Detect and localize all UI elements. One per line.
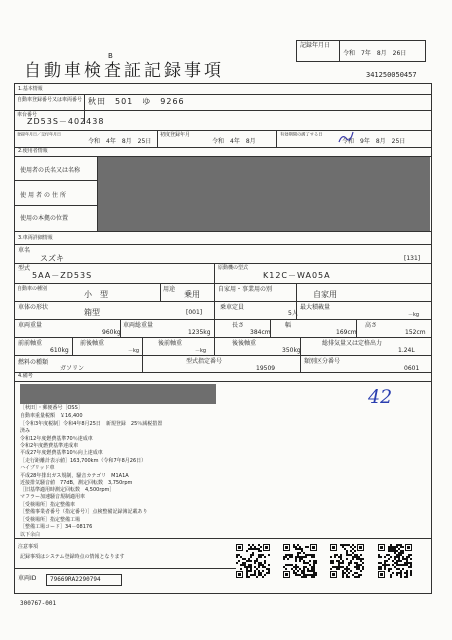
engine-value: K12C－WA05A [263, 271, 331, 280]
fuel-value: ガソリン [60, 365, 85, 372]
remarks-line: ハイブリッド車 [20, 465, 55, 471]
qr-code [283, 544, 317, 578]
form-number: 300767-001 [20, 600, 57, 607]
remarks-line: ［整備事業者番号（指定番号）］点検整備記録簿記載あり [20, 509, 148, 515]
first-year-value: 令和 4年 8月 [212, 138, 256, 145]
weight-value: 960kg [102, 329, 121, 336]
qr-code [330, 544, 364, 578]
user-base-label: 使用の本拠の位置 [20, 215, 69, 222]
capacity-label: 乗車定員 [220, 304, 245, 311]
remarks-line: ［走行距離計表示値］163,700km（令和7年8月26日） [20, 458, 147, 464]
qr-code [378, 544, 412, 578]
expiry-label: 有効期間の満了する日 [280, 132, 323, 138]
gross-weight-label: 車両総重量 [123, 322, 154, 329]
kind-value: 小 型 [84, 290, 108, 299]
first-reg-label: 登録年月日／交付年月日 [17, 132, 62, 137]
vin-label: 車台番号 [17, 112, 38, 118]
basic-section-label: 1.基本情報 [18, 86, 43, 92]
displacement-value: 1.24L [398, 347, 415, 354]
remarks-line: 令和2年度燃費基準達成車 [20, 443, 79, 449]
remarks-line: ［整備工場コード］34－08176 [20, 524, 93, 530]
gross-weight-value: 1235kg [188, 329, 211, 336]
maker-code: [131] [404, 255, 421, 262]
use-value: 乗用 [184, 290, 200, 299]
remarks-line: 近接排気騒音値 77dB，測定回転数 3,750rpm [20, 480, 133, 486]
remarks-line: ［秋田］・郵便番号［OSS］ [20, 405, 83, 411]
first-year-label: 初度登録年月 [160, 132, 191, 138]
record-date-value: 令和 7年 8月 26日 [343, 50, 407, 57]
use-label: 用途 [163, 286, 176, 293]
note-label: 注意事項 [18, 544, 39, 550]
carrier-id-label: 車両ID [18, 575, 37, 582]
user-section-label: 2.使用者情報 [18, 148, 48, 154]
first-reg-value: 令和 4年 8月 25日 [88, 138, 152, 145]
user-name-label: 使用者の氏名又は名称 [20, 167, 81, 174]
vehicle-section-label: 3.車両詳細情報 [18, 235, 53, 241]
body-code: [001] [186, 309, 203, 316]
document-number: 341250050457 [366, 71, 417, 79]
note-text: 記録事項はシステム登録時点の情報となります [20, 554, 125, 560]
designation-value: 19509 [256, 365, 276, 372]
remarks-line: 以下余白 [20, 532, 41, 538]
rear-front-axle-value: －kg [195, 348, 207, 354]
user-address-label: 使用者の住所 [20, 192, 69, 199]
height-value: 152cm [405, 329, 426, 336]
record-date-label: 記録年月日 [300, 42, 331, 49]
load-value: －kg [408, 312, 420, 318]
remarks-line: ［受検場所］指定整備車 [20, 502, 76, 508]
qr-code [236, 544, 270, 578]
engine-label: 原動機の型式 [218, 265, 249, 271]
designation-label: 型式指定番号 [186, 358, 223, 365]
body-value: 箱型 [84, 308, 100, 317]
carrier-id-value: 79669RA2290794 [50, 576, 101, 583]
redacted-user-info [98, 157, 430, 231]
front-front-axle-value: 610kg [50, 347, 69, 354]
weight-label: 車両重量 [18, 322, 43, 329]
remarks-line: ［令和3年度税制］令和4年8月25日 新規登録 25％減税措置 [20, 421, 163, 427]
kind-label: 自動車の種別 [17, 286, 48, 292]
remarks-line: 平成27年度燃費基準10％向上達成車 [20, 450, 103, 456]
model-value: 5AA－ZD53S [32, 271, 93, 280]
maker-label: 車名 [18, 247, 31, 254]
maker-value: スズキ [40, 254, 64, 263]
page-title: 自動車検査証記録事項 [24, 61, 224, 81]
length-value: 384cm [250, 329, 271, 336]
front-front-axle-label: 前前軸重 [18, 340, 43, 347]
class-label: 類別区分番号 [304, 358, 341, 365]
remarks-section-label: 4.備考 [18, 373, 33, 379]
reg-number-label: 自動車登録番号又は車両番号 [17, 97, 83, 103]
displacement-label: 総排気量又は定格出力 [322, 340, 383, 347]
width-label: 幅 [285, 322, 292, 329]
remarks-line: 令和12年度燃費基準70％達成車 [20, 436, 93, 442]
body-label: 車体の形状 [18, 304, 49, 311]
fuel-label: 燃料の種類 [18, 359, 49, 366]
width-value: 169cm [336, 329, 357, 336]
capacity-value: 5人 [288, 310, 298, 317]
model-label: 型式 [18, 265, 31, 272]
rear-front-axle-label: 後前軸重 [158, 340, 183, 347]
length-label: 長さ [232, 322, 245, 329]
form-letter: B [108, 52, 113, 60]
redacted-remarks [20, 384, 216, 404]
rear-rear-axle-value: 350kg [282, 347, 301, 354]
remarks-line: 平成28年排出ガス規制，騒音カテゴリ M1A1A [20, 473, 129, 479]
handwritten-number: 42 [368, 386, 393, 408]
business-label: 自家用・事業用の別 [218, 286, 273, 293]
remarks-line: 済み [20, 428, 31, 434]
load-label: 最大積載量 [300, 304, 331, 311]
remarks-line: 自動車重量税額 ￥16,400 [20, 413, 83, 419]
rear-rear-axle-label: 後後軸重 [232, 340, 257, 347]
business-value: 自家用 [313, 290, 337, 299]
front-rear-axle-value: －kg [128, 348, 140, 354]
front-rear-axle-label: 前後軸重 [80, 340, 105, 347]
height-label: 高さ [365, 322, 378, 329]
expiry-value: 令和 9年 8月 25日 [342, 138, 406, 145]
remarks-line: マフラー加速騒音規制適用車 [20, 494, 86, 500]
remarks-line: ［旧基準適用時測定回転数 4,500rpm］ [20, 487, 115, 493]
vin-value: ZD53S－402438 [27, 117, 105, 126]
remarks-line: ［受検場所］指定整備工場 [20, 517, 81, 523]
reg-number-value: 秋田 501 ゆ 9266 [88, 97, 185, 106]
class-value: 0601 [404, 365, 420, 372]
